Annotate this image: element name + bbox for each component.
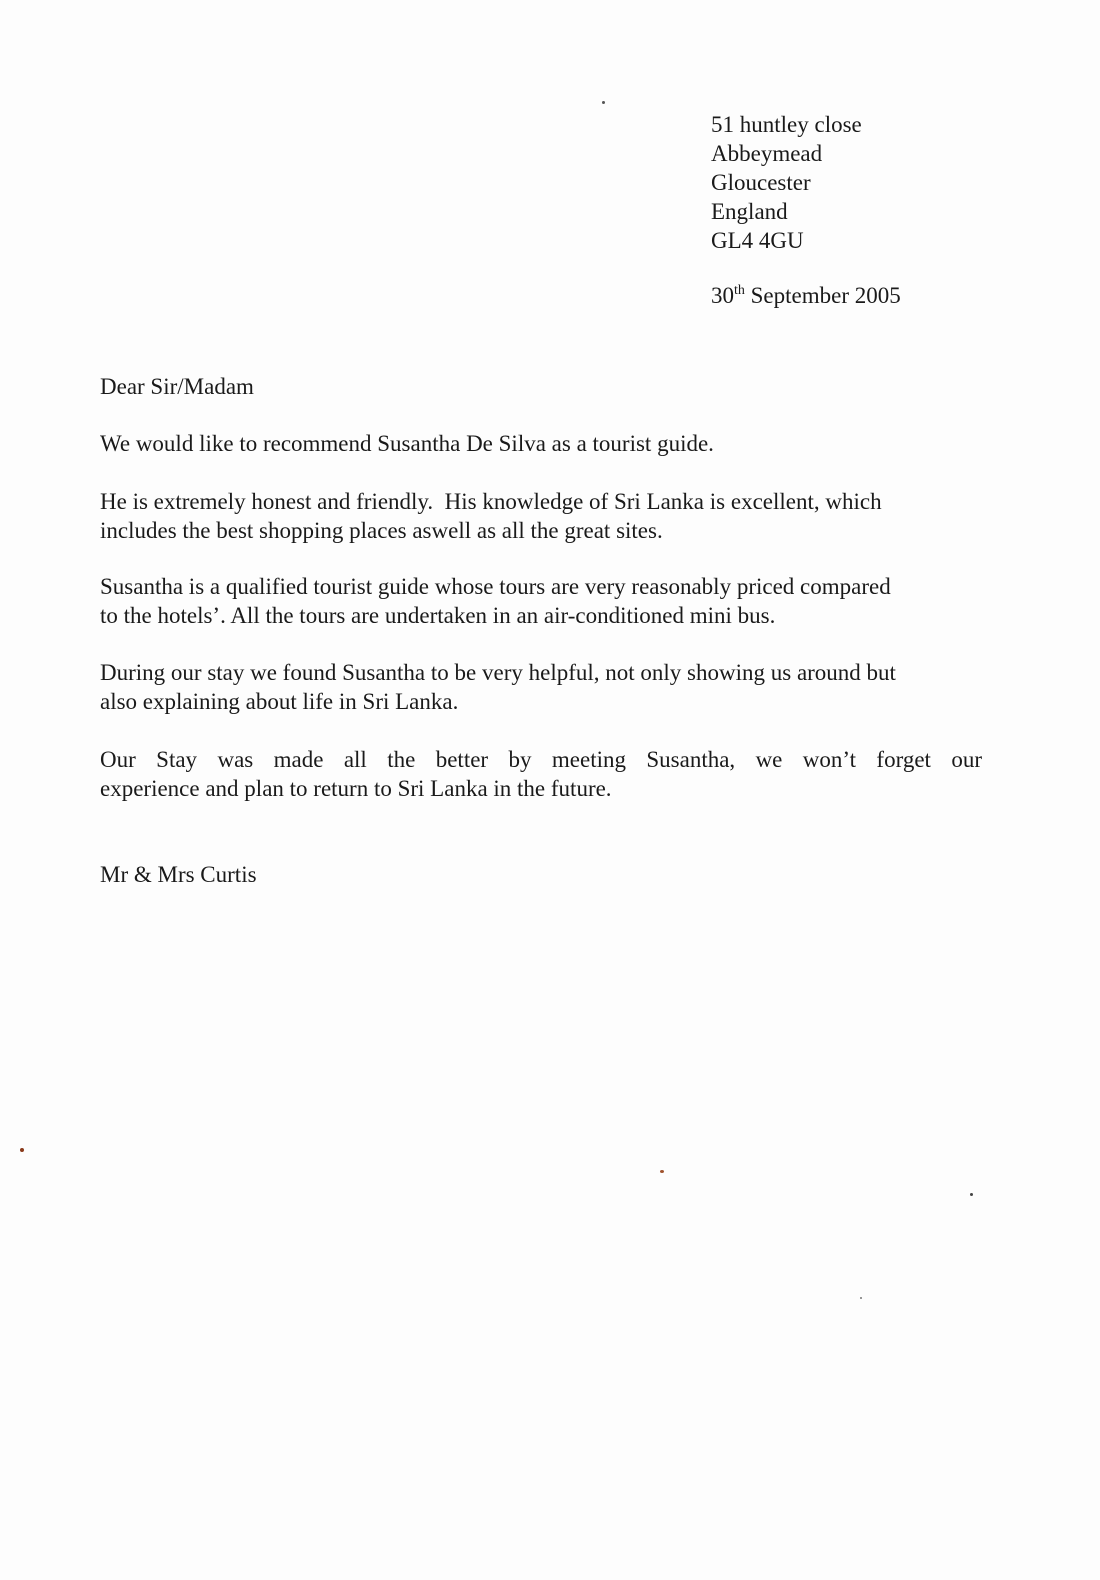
scan-speck bbox=[20, 1148, 24, 1152]
scan-speck bbox=[660, 1170, 664, 1173]
paragraph-4 bbox=[100, 658, 982, 716]
paragraph-line: We would like to recommend Susantha De Silva as a tourist guide. bbox=[100, 431, 714, 456]
paragraph-2 bbox=[100, 487, 982, 545]
date-suffix: th bbox=[734, 283, 745, 298]
address-line: Gloucester bbox=[711, 170, 811, 195]
signature: Mr & Mrs Curtis bbox=[100, 862, 257, 887]
scan-speck bbox=[602, 101, 605, 104]
date-month-year: September 2005 bbox=[750, 283, 901, 308]
paragraph-line: experience and plan to return to Sri Lanka in the future. bbox=[100, 776, 612, 801]
paragraph-line: Our Stay was made all the better by meeting Susantha, we won’t forget our bbox=[100, 747, 982, 772]
address-line: 51 huntley close bbox=[711, 112, 862, 137]
sender-address bbox=[711, 110, 862, 255]
scan-speck bbox=[860, 1297, 862, 1299]
address-line: England bbox=[711, 199, 788, 224]
paragraph-line: also explaining about life in Sri Lanka. bbox=[100, 689, 459, 714]
address-line: Abbeymead bbox=[711, 141, 823, 166]
paragraph-line: During our stay we found Susantha to be very helpful, not only showing us around but bbox=[100, 660, 896, 685]
address-line: GL4 4GU bbox=[711, 228, 804, 253]
date-day: 30 bbox=[711, 283, 734, 308]
paragraph-1 bbox=[100, 429, 982, 458]
paragraph-5 bbox=[100, 745, 982, 803]
letter-date bbox=[711, 283, 901, 309]
paragraph-line: to the hotels’. All the tours are undertaken in an air-conditioned mini bus. bbox=[100, 603, 776, 628]
salutation: Dear Sir/Madam bbox=[100, 374, 254, 399]
paragraph-3 bbox=[100, 572, 982, 630]
paragraph-line: He is extremely honest and friendly. His knowledge of Sri Lanka is excellent, which bbox=[100, 489, 882, 514]
paragraph-line: Susantha is a qualified tourist guide whose tours are very reasonably priced compared bbox=[100, 574, 891, 599]
scan-speck bbox=[970, 1193, 973, 1196]
paragraph-line: includes the best shopping places aswell as all the great sites. bbox=[100, 518, 663, 543]
